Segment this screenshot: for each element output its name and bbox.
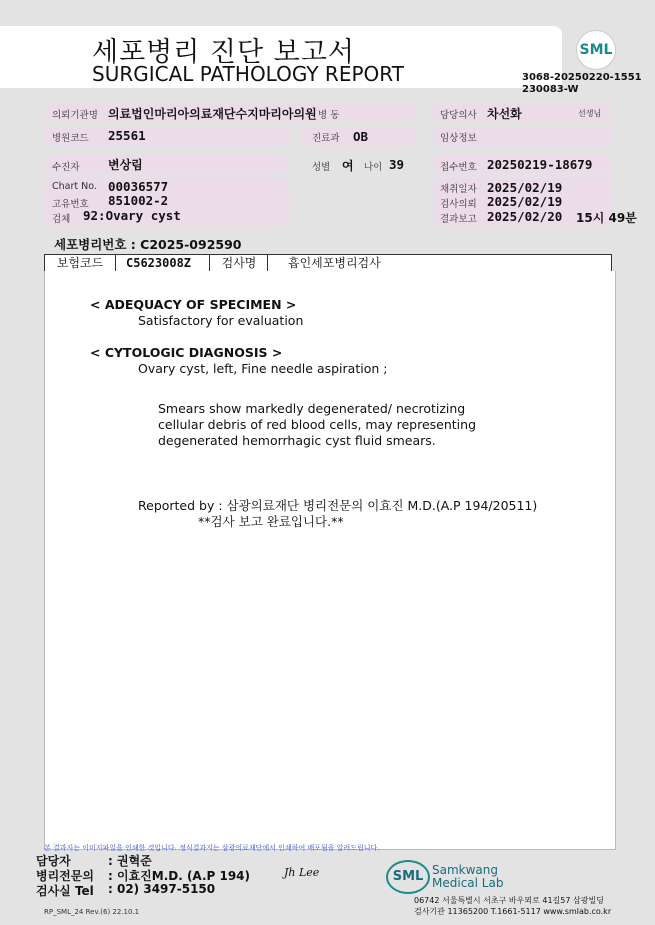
age-value: 39	[389, 157, 405, 172]
address: 06742 서울특별시 서초구 바우뫼로 41길57 삼광빌딩	[414, 896, 604, 905]
chart-label: Chart No.	[52, 181, 97, 192]
doctor-value: 차선화	[487, 107, 522, 121]
reported-by: Reported by : 삼광의료재단 병리전문의 이효진 M.D.(A.P 194/20511)	[138, 498, 538, 513]
patient-label: 수진자	[52, 162, 80, 173]
dept-value: OB	[353, 129, 369, 144]
sml-footer-logo-icon: SML	[386, 860, 430, 894]
title-korean: 세포병리 진단 보고서	[92, 37, 355, 68]
result-value: 2025/02/20	[487, 209, 563, 224]
brand-name: Samkwang Medical Lab	[432, 863, 504, 890]
pathologist-value: : 이효진M.D. (A.P 194)	[108, 869, 251, 883]
description-line-1: Smears show markedly degenerated/ necrotizing	[158, 401, 466, 416]
unique-label: 고유번호	[52, 199, 89, 210]
signature: Jh Lee	[284, 866, 320, 879]
unique-value: 851002-2	[108, 193, 169, 208]
insurance-code-label: 보험코드	[45, 255, 116, 271]
sex-label: 성별	[312, 162, 331, 173]
report-complete: **검사 보고 완료입니다.**	[198, 514, 344, 529]
collect-value: 2025/02/19	[487, 180, 563, 195]
result-label: 결과보고	[440, 214, 477, 225]
receipt-label: 접수번호	[440, 162, 477, 173]
clinical-label: 임상정보	[440, 133, 477, 144]
institution-value: 의료법인마리아의료재단수지마리아의원	[108, 107, 317, 121]
patient-value: 변상림	[108, 158, 143, 172]
doctor-suffix: 선생님	[578, 109, 602, 118]
diagnosis-title: < CYTOLOGIC DIAGNOSIS >	[90, 345, 283, 360]
adequacy-title: < ADEQUACY OF SPECIMEN >	[90, 297, 297, 312]
tel-label: 검사실 Tel	[36, 884, 94, 898]
collect-label: 채취일자	[440, 184, 477, 195]
manager-value: : 권혁준	[108, 854, 152, 868]
print-notice: 본 결과지는 이미지파일을 인쇄한 것입니다. 정식결과지는 삼광의료재단에서 인쇄하여 배포됨을 알려드립니다.	[44, 844, 380, 852]
insurance-code-value: C5623008Z	[116, 255, 210, 271]
cyto-number: 세포병리번호 : C2025-092590	[54, 237, 242, 252]
specimen-label: 검체	[52, 214, 71, 225]
pathologist-label: 병리전문의	[36, 869, 94, 883]
hospital-code-label: 병원코드	[52, 133, 89, 144]
document-id: 3068-20250220-1551 230083-W	[522, 72, 642, 95]
test-name-label: 검사명	[211, 255, 268, 271]
description-line-2: cellular debris of red blood cells, may representing	[158, 417, 477, 432]
request-value: 2025/02/19	[487, 194, 563, 209]
manager-label: 담당자	[36, 854, 71, 868]
description-line-3: degenerated hemorrhagic cyst fluid smears.	[158, 433, 436, 448]
doctor-label: 담당의사	[440, 110, 477, 121]
org-info: 검사기관 11365200 T.1661-5117 www.smlab.co.kr	[414, 907, 612, 916]
receipt-value: 20250219-18679	[487, 157, 593, 172]
tel-value: : 02) 3497-5150	[108, 882, 216, 896]
specimen-value: 92:Ovary cyst	[83, 208, 181, 223]
sml-logo-icon: SML	[576, 30, 616, 70]
hospital-code-value: 25561	[108, 128, 146, 143]
test-name-value: 흡인세포병리검사	[288, 256, 381, 270]
dept-label: 진료과	[312, 133, 340, 144]
code-bar	[44, 254, 612, 272]
diagnosis-text: Ovary cyst, left, Fine needle aspiration ;	[138, 361, 388, 376]
ward-label: 병 동	[318, 110, 340, 121]
request-label: 검사의뢰	[440, 199, 477, 210]
adequacy-text: Satisfactory for evaluation	[138, 313, 304, 328]
institution-label: 의뢰기관명	[52, 110, 98, 121]
result-time: 15시 49분	[576, 211, 637, 225]
form-code: RP_SML_24 Rev.(6) 22.10.1	[44, 908, 140, 916]
title-english: SURGICAL PATHOLOGY REPORT	[92, 62, 404, 86]
age-label: 나이	[364, 162, 383, 173]
patient-pill	[44, 155, 289, 173]
sex-value: 여	[342, 159, 354, 173]
chart-value: 00036577	[108, 179, 169, 194]
